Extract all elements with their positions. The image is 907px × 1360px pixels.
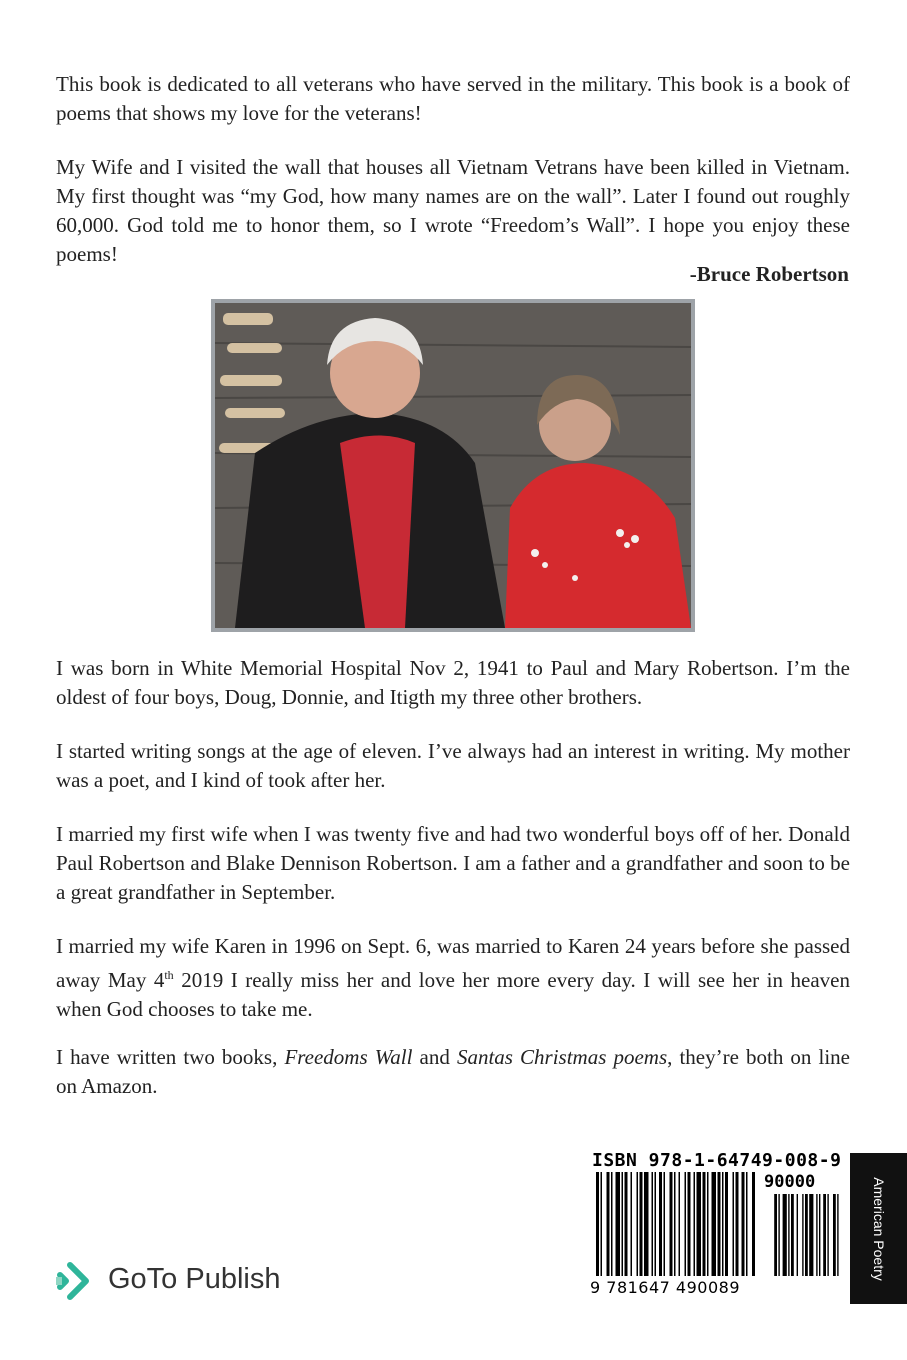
book-title-freedoms-wall: Freedoms Wall bbox=[284, 1045, 413, 1069]
book-title-santas-christmas-poems: Santas Christmas poems bbox=[456, 1045, 668, 1069]
price-code: 90000 bbox=[764, 1172, 816, 1192]
goto-publish-logo-icon bbox=[56, 1257, 102, 1305]
author-signature: -Bruce Robertson bbox=[689, 262, 849, 286]
spine-label: American Poetry bbox=[870, 1176, 887, 1281]
first-marriage-paragraph: I married my first wife when I was twenty five and had two wonderful boys off of her. Donald Paul Robertson and Blake Dennison Robertson. I am a father and a grandfather and soon to be a great grandfather in September. bbox=[56, 822, 850, 904]
wall-paragraph: My Wife and I visited the wall that houses all Vietnam Vetrans have been killed in Vietnam. My first thought was “my God, how many names are on the wall”. Later I found out roughly 60,000. God told me to honor them, so I wrote “Freedom’s Wall”. I hope you enjoy these poems! bbox=[56, 155, 850, 266]
books-text-3: , they’re both on line on Amazon. bbox=[56, 1045, 850, 1098]
karen-text-2: 2019 I really miss her and love her more every day. I will see her in heaven when God chooses to take me. bbox=[56, 968, 850, 1021]
karen-text-1: I married my wife Karen in 1996 on Sept. 6, was married to Karen 24 years before she passed away May 4 bbox=[56, 934, 850, 992]
isbn-barcode bbox=[588, 1148, 844, 1300]
publisher-name: GoTo Publish bbox=[108, 1263, 281, 1295]
books-paragraph bbox=[56, 1043, 850, 1101]
ordinal-suffix: th bbox=[164, 968, 174, 982]
birth-paragraph: I was born in White Memorial Hospital Nov 2, 1941 to Paul and Mary Robertson. I’m the oldest of four boys, Doug, Donnie, and Itigth my three other brothers. bbox=[56, 656, 850, 709]
karen-paragraph bbox=[56, 932, 850, 1024]
ean-digits: 9 781647 490089 bbox=[590, 1278, 741, 1297]
author-couple-image bbox=[215, 303, 691, 628]
publisher-logo bbox=[56, 1257, 296, 1305]
barcode-bars bbox=[588, 1172, 844, 1278]
writing-paragraph: I started writing songs at the age of eleven. I’ve always had an interest in writing. My mother was a poet, and I kind of took after her. bbox=[56, 739, 850, 792]
spine-tab bbox=[850, 1153, 907, 1304]
dedication-paragraph: This book is dedicated to all veterans who have served in the military. This book is a book of poems that shows my love for the veterans! bbox=[56, 72, 850, 125]
author-photo bbox=[211, 299, 695, 632]
books-text-1: I have written two books, bbox=[56, 1045, 285, 1069]
isbn-label: ISBN 978-1-64749-008-9 bbox=[592, 1150, 842, 1171]
books-text-2: and bbox=[412, 1045, 457, 1069]
